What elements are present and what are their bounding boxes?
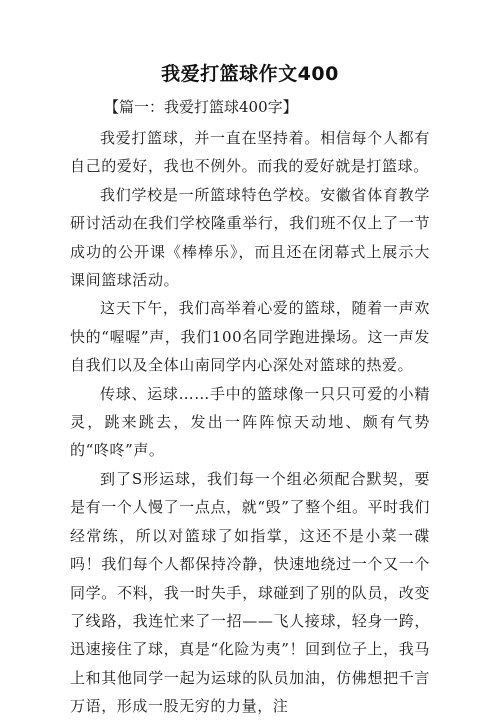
paragraph-4: 传球、运球……手中的篮球像一只只可爱的小精灵，跳来跳去，发出一阵阵惊天动地、颇有气势的“咚咚”声。 bbox=[70, 384, 430, 460]
document-title: 我爱打篮球作文400 bbox=[161, 63, 339, 85]
paragraph-1: 我爱打篮球，并一直在坚持着。相信每个人都有自己的爱好，我也不例外。而我的爱好就是打篮球。 bbox=[70, 129, 430, 176]
paragraph-5: 到了S形运球，我们每一个组必须配合默契，要是有一个人慢了一点点，就“毁”了整个组。平时我们经常练，所以对篮球了如指掌，这还不是小菜一碟吗！我们每个人都保持冷静，快速地绕过一个又一个同学。不料，我一时失手，球碰到了别的队员，改变了线路，我连忙来了一招——飞人接球，轻身一跨，迅速接住了球，真是“化险为夷”！回到位子上，我马上和其他同学一起为运球的队员加油，仿佛想把千言万语，形成一股无穷的力量，注 bbox=[70, 469, 430, 716]
paragraph-2: 我们学校是一所篮球特色学校。安徽省体育教学研讨活动在我们学校隆重举行，我们班不仅上了一节成功的公开课《棒棒乐》，而且还在闭幕式上展示大课间篮球活动。 bbox=[70, 185, 430, 290]
document-body bbox=[70, 124, 430, 721]
paragraph-3: 这天下午，我们高举着心爱的篮球，随着一声欢快的“喔喔”声，我们100名同学跑进操场。这一声发自我们以及全体山南同学内心深处对篮球的热爱。 bbox=[70, 299, 430, 375]
section-heading: 【篇一：我爱打篮球400字】 bbox=[104, 98, 298, 116]
